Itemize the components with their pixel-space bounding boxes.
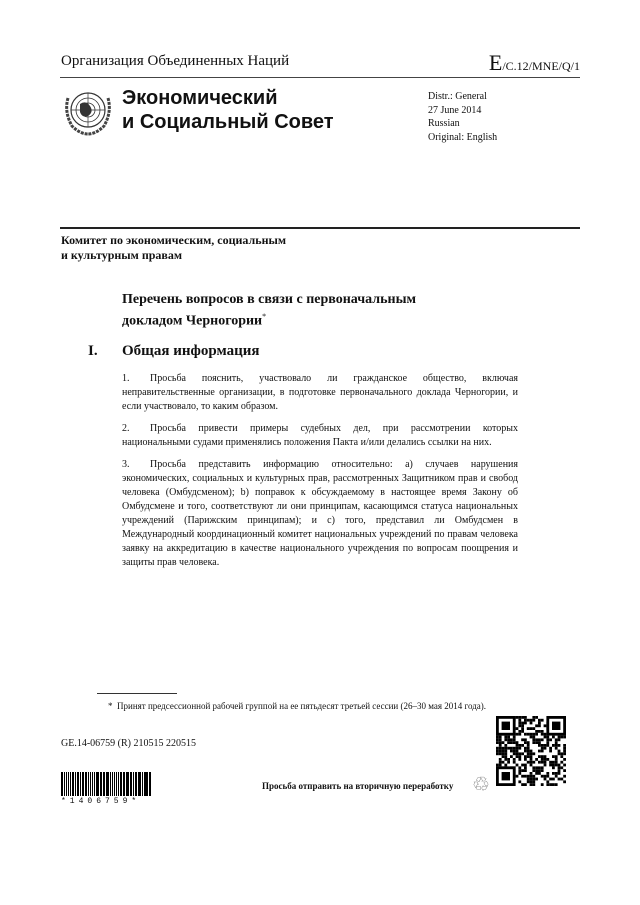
distr: Distr.: General	[428, 91, 487, 102]
recycle-text: Просьба отправить на вторичную переработку	[262, 781, 454, 791]
date: 27 June 2014	[428, 104, 482, 116]
language: Russian	[428, 118, 460, 129]
symbol-rest: /C.12/MNE/Q/1	[502, 59, 580, 73]
footnote-marker: *	[262, 312, 267, 321]
section-number: I.	[88, 343, 98, 359]
paragraph-text: Просьба представить информацию относительно: a) случаев нарушения экономических, социальных и культурных прав, рассмотренных Защитником прав и свобод человека (Омбудсменом); b) поправок к обсуждаемому в настоящее время Закону об Омбудсмене и того, соответствуют ли они принципам, касающимся статуса национальных учреждений (Парижским принципам); и c) того, представил ли Омбудсмен в Международный координационный комитет национальных учреждений по правам человека заявку на аккредитацию в качестве национального учреждения по вопросам поощрения и защиты прав человека.	[122, 459, 518, 568]
footnote-text: Принят предсессионной рабочей группой на ее пятьдесят третьей сессии (26–30 мая 2014 года).	[117, 701, 487, 711]
committee-line-1: Комитет по экономическим, социальным	[61, 233, 287, 247]
thick-divider	[60, 227, 580, 229]
footnote	[108, 700, 523, 712]
council-line-1: Экономический	[122, 87, 278, 109]
title-line-2: докладом Черногории	[122, 313, 263, 329]
barcode-text: *1406759*	[61, 797, 141, 806]
paragraph-text: Просьба пояснить, участвовало ли гражданское общество, включая неправительственные организации, в подготовке первоначального доклада Черногории, и если участвовало, то каким образом.	[122, 373, 518, 412]
paragraph	[122, 422, 518, 450]
job-number: GE.14-06759 (R) 210515 220515	[61, 738, 196, 749]
document-title	[122, 291, 416, 330]
organization-name: Организация Объединенных Наций	[61, 53, 290, 69]
header-divider	[60, 77, 580, 78]
paragraph-number: 1.	[122, 373, 130, 384]
distribution-info	[428, 90, 497, 144]
paragraph	[122, 458, 518, 570]
un-emblem-icon	[62, 84, 114, 136]
title-line-1: Перечень вопросов в связи с первоначальным	[122, 292, 417, 307]
section-title: Общая информация	[122, 343, 260, 359]
footnote-mark: *	[108, 701, 113, 711]
original-language: Original: English	[428, 131, 498, 143]
qr-code	[496, 716, 566, 786]
paragraphs	[122, 372, 518, 578]
paragraph-number: 2.	[122, 423, 130, 434]
footnote-divider	[97, 693, 177, 694]
paragraph-text: Просьба привести примеры судебных дел, при рассмотрении которых национальными судами применялись положения Пакта и/или делались ссылки на них.	[122, 423, 518, 448]
recycle-icon: ♲	[472, 774, 490, 796]
council-name	[122, 86, 334, 134]
document-symbol	[489, 50, 580, 76]
committee-line-2: и культурным правам	[61, 248, 183, 262]
committee-name	[61, 233, 286, 263]
symbol-prefix: E	[488, 50, 503, 75]
paragraph	[122, 372, 518, 414]
paragraph-number: 3.	[122, 459, 130, 470]
council-line-2: и Социальный Совет	[122, 111, 334, 133]
barcode	[61, 772, 151, 796]
